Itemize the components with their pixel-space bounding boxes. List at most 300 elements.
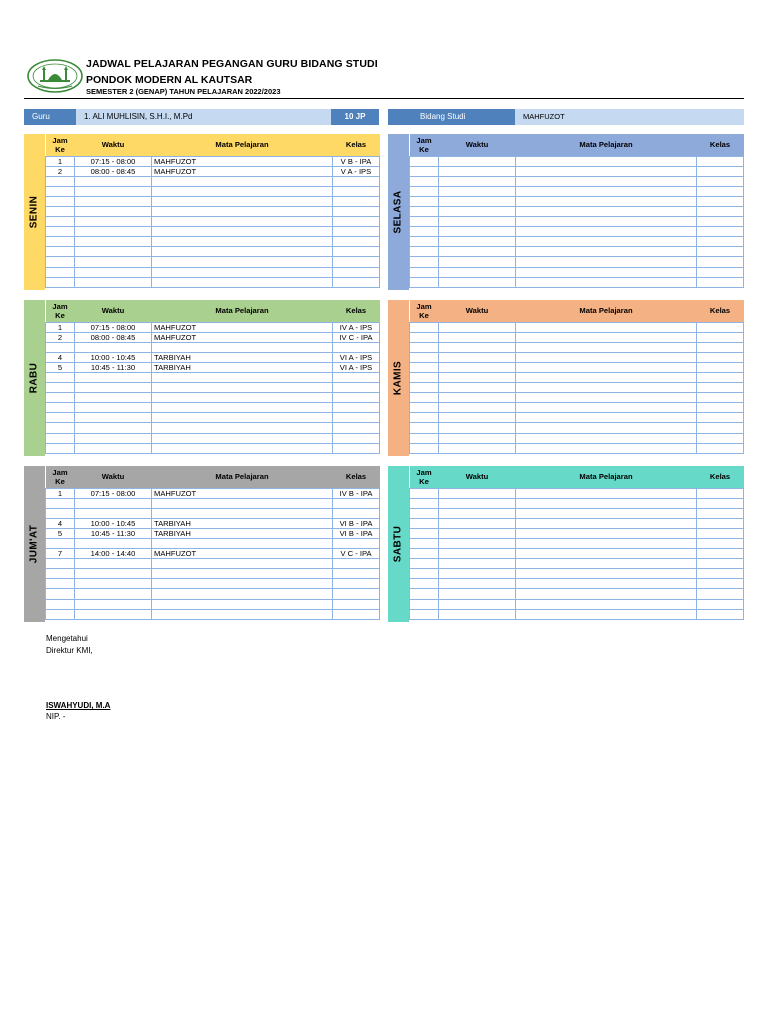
cell-jam: [410, 538, 439, 548]
cell-waktu: [75, 176, 152, 186]
cell-mapel: [516, 443, 697, 453]
day-name: SABTU: [392, 525, 404, 563]
cell-kelas: [697, 538, 744, 548]
cell-waktu: [75, 196, 152, 206]
cell-kelas: IV A - IPS: [333, 322, 380, 332]
cell-kelas: [333, 508, 380, 518]
cell-kelas: [333, 433, 380, 443]
cell-jam: [46, 508, 75, 518]
cell-mapel: [516, 267, 697, 277]
cell-kelas: [333, 559, 380, 569]
bidang-value: MAHFUZOT: [515, 109, 744, 125]
cell-jam: [410, 508, 439, 518]
table-row: [410, 609, 744, 619]
cell-mapel: [152, 227, 333, 237]
cell-waktu: 07:15 - 08:00: [75, 488, 152, 498]
cell-mapel: [152, 423, 333, 433]
table-row: [46, 206, 380, 216]
cell-waktu: [439, 413, 516, 423]
table-row: [46, 423, 380, 433]
table-row: [410, 413, 744, 423]
cell-waktu: [439, 186, 516, 196]
cell-mapel: MAHFUZOT: [152, 488, 333, 498]
cell-mapel: [516, 372, 697, 382]
cell-kelas: [697, 217, 744, 227]
header-mata-pelajaran: Mata Pelajaran: [215, 472, 269, 482]
cell-waktu: [439, 393, 516, 403]
cell-kelas: [697, 423, 744, 433]
cell-mapel: [152, 267, 333, 277]
cell-kelas: VI B - IPA: [333, 528, 380, 538]
cell-waktu: [439, 488, 516, 498]
cell-kelas: [697, 372, 744, 382]
cell-kelas: [697, 227, 744, 237]
table-row: [410, 403, 744, 413]
table-row: [46, 488, 380, 498]
cell-waktu: 10:00 - 10:45: [75, 518, 152, 528]
cell-waktu: [75, 237, 152, 247]
schedule-table: [45, 300, 380, 454]
cell-jam: [410, 237, 439, 247]
table-row: [46, 498, 380, 508]
cell-kelas: V B - IPA: [333, 156, 380, 166]
cell-waktu: [439, 443, 516, 453]
bidang-label: Bidang Studi: [388, 109, 515, 125]
cell-jam: [410, 267, 439, 277]
table-row: [410, 383, 744, 393]
cell-waktu: [439, 206, 516, 216]
table-row: [410, 237, 744, 247]
table-row: [410, 599, 744, 609]
cell-waktu: [439, 498, 516, 508]
cell-kelas: [333, 443, 380, 453]
cell-kelas: [333, 206, 380, 216]
table-row: [410, 393, 744, 403]
cell-jam: [410, 342, 439, 352]
cell-waktu: [439, 166, 516, 176]
cell-jam: [46, 186, 75, 196]
cell-mapel: [152, 498, 333, 508]
cell-jam: [410, 518, 439, 528]
table-row: [410, 227, 744, 237]
cell-jam: [410, 609, 439, 619]
cell-waktu: [75, 609, 152, 619]
cell-jam: [46, 538, 75, 548]
cell-kelas: [333, 423, 380, 433]
cell-mapel: [516, 403, 697, 413]
cell-mapel: [516, 488, 697, 498]
cell-kelas: IV B - IPA: [333, 488, 380, 498]
cell-kelas: [697, 498, 744, 508]
cell-kelas: [333, 176, 380, 186]
table-row: [410, 156, 744, 166]
table-row: [46, 257, 380, 267]
cell-kelas: [333, 609, 380, 619]
cell-mapel: [516, 609, 697, 619]
cell-jam: [410, 196, 439, 206]
cell-waktu: [439, 247, 516, 257]
table-row: [410, 217, 744, 227]
school-name: PONDOK MODERN AL KAUTSAR: [86, 74, 253, 86]
cell-kelas: [333, 599, 380, 609]
header-mata-pelajaran: Mata Pelajaran: [579, 306, 633, 316]
cell-mapel: [152, 257, 333, 267]
cell-mapel: [152, 413, 333, 423]
cell-kelas: [333, 403, 380, 413]
cell-waktu: [439, 508, 516, 518]
cell-waktu: [439, 569, 516, 579]
document-header: [24, 54, 744, 99]
day-schedule-selasa: [388, 134, 743, 290]
cell-jam: [410, 166, 439, 176]
cell-kelas: [697, 322, 744, 332]
cell-waktu: [75, 498, 152, 508]
table-row: [46, 372, 380, 382]
cell-kelas: [697, 609, 744, 619]
cell-waktu: [75, 383, 152, 393]
table-row: [410, 247, 744, 257]
cell-waktu: 07:15 - 08:00: [75, 322, 152, 332]
table-row: [410, 257, 744, 267]
cell-mapel: [152, 393, 333, 403]
cell-mapel: [516, 423, 697, 433]
cell-kelas: V C - IPA: [333, 549, 380, 559]
cell-jam: [46, 589, 75, 599]
cell-jam: [410, 599, 439, 609]
cell-waktu: 10:00 - 10:45: [75, 352, 152, 362]
cell-waktu: [75, 217, 152, 227]
cell-mapel: [516, 322, 697, 332]
cell-mapel: [516, 589, 697, 599]
table-row: [46, 579, 380, 589]
cell-mapel: [152, 247, 333, 257]
header-waktu: Waktu: [465, 472, 489, 482]
signature-title: Direktur KMI,: [46, 646, 93, 655]
cell-kelas: [697, 257, 744, 267]
cell-mapel: [152, 403, 333, 413]
cell-waktu: [439, 579, 516, 589]
cell-jam: [46, 342, 75, 352]
cell-mapel: [152, 559, 333, 569]
cell-jam: 2: [46, 166, 75, 176]
cell-waktu: [439, 267, 516, 277]
cell-mapel: [516, 196, 697, 206]
cell-kelas: [333, 257, 380, 267]
cell-waktu: [75, 599, 152, 609]
cell-jam: [410, 217, 439, 227]
table-row: [46, 267, 380, 277]
cell-waktu: [439, 538, 516, 548]
cell-jam: [46, 372, 75, 382]
cell-waktu: [439, 322, 516, 332]
cell-jam: [46, 423, 75, 433]
table-row: [46, 569, 380, 579]
day-name: SENIN: [28, 195, 40, 229]
cell-kelas: [333, 538, 380, 548]
cell-kelas: [333, 196, 380, 206]
cell-mapel: [152, 443, 333, 453]
cell-mapel: [152, 372, 333, 382]
cell-mapel: [152, 383, 333, 393]
day-band: [388, 466, 409, 622]
table-row: [46, 217, 380, 227]
cell-mapel: [516, 257, 697, 267]
table-row: [410, 166, 744, 176]
cell-kelas: [697, 362, 744, 372]
table-row: [46, 166, 380, 176]
table-row: [410, 528, 744, 538]
cell-jam: 5: [46, 362, 75, 372]
cell-jam: [46, 599, 75, 609]
cell-mapel: [516, 186, 697, 196]
cell-mapel: [516, 362, 697, 372]
cell-jam: [410, 433, 439, 443]
table-row: [410, 423, 744, 433]
cell-jam: [46, 443, 75, 453]
cell-waktu: [439, 403, 516, 413]
cell-waktu: [75, 277, 152, 287]
cell-mapel: [516, 569, 697, 579]
header-jam-ke: Jam Ke: [52, 467, 68, 486]
cell-mapel: [516, 433, 697, 443]
header-waktu: Waktu: [101, 472, 125, 482]
cell-waktu: [75, 579, 152, 589]
cell-jam: [46, 217, 75, 227]
cell-mapel: [516, 508, 697, 518]
table-row: [46, 559, 380, 569]
table-row: [410, 277, 744, 287]
header-jam-ke: Jam Ke: [416, 467, 432, 486]
table-row: [46, 549, 380, 559]
table-header-row: [410, 134, 744, 156]
cell-jam: [46, 498, 75, 508]
cell-mapel: [516, 549, 697, 559]
table-row: [410, 332, 744, 342]
table-row: [410, 508, 744, 518]
cell-jam: [46, 277, 75, 287]
cell-jam: [410, 362, 439, 372]
table-row: [410, 518, 744, 528]
table-row: [410, 322, 744, 332]
table-row: [410, 362, 744, 372]
cell-kelas: [333, 227, 380, 237]
cell-jam: [46, 559, 75, 569]
cell-kelas: V A - IPS: [333, 166, 380, 176]
cell-waktu: [439, 528, 516, 538]
table-row: [46, 332, 380, 342]
table-row: [46, 433, 380, 443]
table-header-row: [410, 300, 744, 322]
cell-jam: [410, 413, 439, 423]
cell-waktu: [439, 518, 516, 528]
cell-kelas: [333, 589, 380, 599]
cell-jam: 4: [46, 518, 75, 528]
cell-jam: [410, 403, 439, 413]
cell-waktu: [75, 227, 152, 237]
cell-kelas: [333, 342, 380, 352]
header-kelas: Kelas: [345, 140, 367, 150]
cell-kelas: [333, 579, 380, 589]
cell-kelas: [697, 277, 744, 287]
table-row: [410, 569, 744, 579]
table-row: [46, 518, 380, 528]
cell-waktu: 08:00 - 08:45: [75, 332, 152, 342]
cell-mapel: MAHFUZOT: [152, 322, 333, 332]
cell-kelas: [697, 186, 744, 196]
table-header-row: [46, 134, 380, 156]
cell-waktu: [75, 508, 152, 518]
table-header-row: [410, 466, 744, 488]
cell-waktu: [439, 362, 516, 372]
table-header-row: [46, 300, 380, 322]
cell-jam: [46, 569, 75, 579]
cell-mapel: [152, 196, 333, 206]
cell-mapel: [152, 277, 333, 287]
cell-mapel: [516, 176, 697, 186]
cell-kelas: [697, 599, 744, 609]
table-row: [410, 488, 744, 498]
cell-kelas: [333, 237, 380, 247]
cell-kelas: VI A - IPS: [333, 352, 380, 362]
cell-waktu: 10:45 - 11:30: [75, 528, 152, 538]
table-row: [410, 186, 744, 196]
day-name: RABU: [28, 362, 40, 394]
cell-waktu: [75, 393, 152, 403]
cell-waktu: [75, 443, 152, 453]
cell-mapel: TARBIYAH: [152, 352, 333, 362]
cell-mapel: [152, 538, 333, 548]
table-row: [410, 342, 744, 352]
cell-waktu: [439, 227, 516, 237]
cell-jam: [410, 186, 439, 196]
cell-waktu: [75, 267, 152, 277]
cell-jam: [410, 176, 439, 186]
cell-jam: 1: [46, 322, 75, 332]
cell-mapel: [516, 332, 697, 342]
cell-waktu: [75, 403, 152, 413]
cell-waktu: [439, 342, 516, 352]
cell-kelas: [697, 156, 744, 166]
cell-jam: [46, 413, 75, 423]
cell-mapel: [516, 217, 697, 227]
cell-kelas: [697, 176, 744, 186]
table-row: [46, 247, 380, 257]
cell-kelas: [333, 498, 380, 508]
table-row: [46, 322, 380, 332]
cell-jam: [410, 206, 439, 216]
table-row: [46, 186, 380, 196]
cell-waktu: [75, 433, 152, 443]
cell-kelas: [697, 413, 744, 423]
cell-jam: [46, 196, 75, 206]
cell-waktu: [439, 332, 516, 342]
table-row: [46, 362, 380, 372]
cell-jam: [46, 267, 75, 277]
header-kelas: Kelas: [709, 140, 731, 150]
cell-kelas: [697, 559, 744, 569]
cell-jam: [410, 332, 439, 342]
cell-mapel: [152, 237, 333, 247]
guru-name: 1. ALI MUHLISIN, S.H.I., M.Pd: [76, 109, 331, 125]
cell-jam: [410, 257, 439, 267]
cell-mapel: MAHFUZOT: [152, 332, 333, 342]
cell-kelas: [697, 569, 744, 579]
cell-jam: 5: [46, 528, 75, 538]
table-row: [46, 609, 380, 619]
cell-jam: [46, 257, 75, 267]
cell-waktu: [439, 217, 516, 227]
cell-waktu: [439, 609, 516, 619]
cell-mapel: [516, 247, 697, 257]
cell-waktu: [75, 423, 152, 433]
cell-kelas: [697, 247, 744, 257]
day-band: [24, 134, 45, 290]
cell-mapel: [516, 383, 697, 393]
cell-jam: [46, 227, 75, 237]
cell-mapel: [516, 579, 697, 589]
table-header-row: [46, 466, 380, 488]
cell-waktu: [439, 599, 516, 609]
cell-mapel: [516, 413, 697, 423]
cell-jam: [46, 237, 75, 247]
table-row: [46, 227, 380, 237]
cell-mapel: [152, 609, 333, 619]
jp-total: 10 JP: [331, 109, 379, 125]
cell-mapel: [152, 579, 333, 589]
cell-waktu: [439, 372, 516, 382]
header-mata-pelajaran: Mata Pelajaran: [579, 472, 633, 482]
cell-waktu: 07:15 - 08:00: [75, 156, 152, 166]
table-row: [410, 498, 744, 508]
document-title: JADWAL PELAJARAN PEGANGAN GURU BIDANG STUDI: [86, 58, 378, 70]
cell-jam: [46, 403, 75, 413]
cell-jam: 1: [46, 488, 75, 498]
cell-kelas: [697, 528, 744, 538]
cell-kelas: [697, 237, 744, 247]
cell-kelas: [697, 549, 744, 559]
cell-waktu: [75, 186, 152, 196]
mosque-logo-icon: [26, 58, 84, 94]
cell-jam: [410, 227, 439, 237]
table-row: [410, 433, 744, 443]
cell-kelas: [333, 277, 380, 287]
header-kelas: Kelas: [709, 306, 731, 316]
table-row: [410, 589, 744, 599]
cell-kelas: [697, 403, 744, 413]
table-row: [46, 156, 380, 166]
cell-jam: [46, 609, 75, 619]
day-schedule-senin: [24, 134, 379, 290]
table-row: [46, 443, 380, 453]
day-schedule-kamis: [388, 300, 743, 456]
cell-jam: [410, 498, 439, 508]
table-row: [410, 559, 744, 569]
cell-mapel: [516, 156, 697, 166]
cell-mapel: [516, 518, 697, 528]
cell-mapel: [516, 352, 697, 362]
table-row: [410, 372, 744, 382]
cell-mapel: TARBIYAH: [152, 518, 333, 528]
cell-waktu: [75, 257, 152, 267]
cell-jam: [410, 156, 439, 166]
table-row: [410, 176, 744, 186]
table-row: [410, 579, 744, 589]
cell-jam: [410, 559, 439, 569]
cell-mapel: [152, 569, 333, 579]
table-row: [410, 267, 744, 277]
cell-jam: [410, 549, 439, 559]
day-name: JUM'AT: [28, 524, 40, 564]
